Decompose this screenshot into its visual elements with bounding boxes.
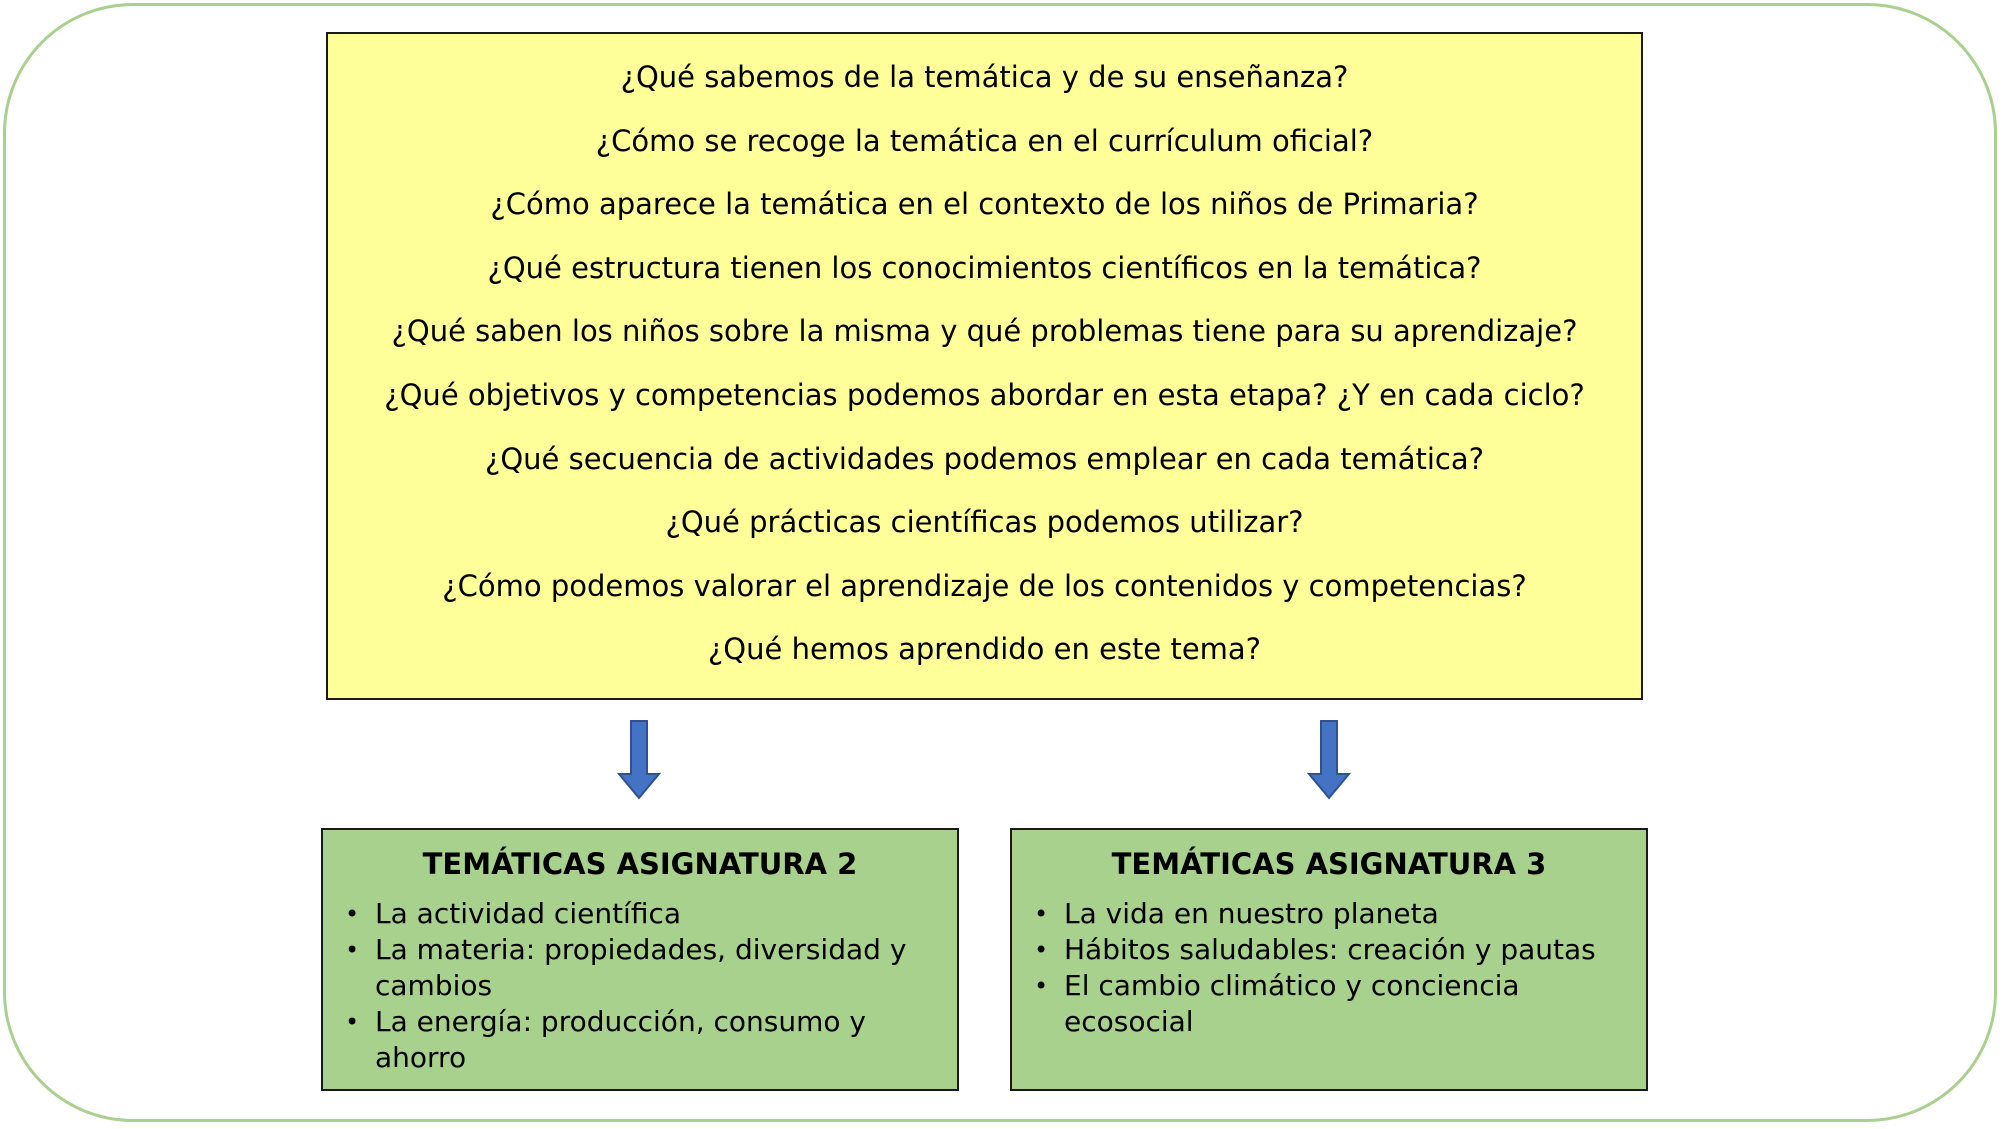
subject-box-2	[321, 828, 959, 1091]
question-2: ¿Cómo se recoge la temática en el currículum oficial?	[595, 123, 1374, 158]
question-7: ¿Qué secuencia de actividades podemos emplear en cada temática?	[484, 441, 1485, 476]
arrow-down-icon	[617, 720, 661, 800]
list-item: • La materia: propiedades, diversidad y cambios	[345, 932, 935, 1004]
subject-title: TEMÁTICAS ASIGNATURA 2	[422, 847, 858, 881]
question-9: ¿Cómo podemos valorar el aprendizaje de los contenidos y competencias?	[442, 568, 1527, 603]
list-item: • El cambio climático y conciencia ecosocial	[1034, 968, 1624, 1040]
subject-box-3	[1010, 828, 1648, 1091]
subject-title: TEMÁTICAS ASIGNATURA 3	[1111, 847, 1547, 881]
question-3: ¿Cómo aparece la temática en el contexto de los niños de Primaria?	[490, 187, 1479, 222]
list-item: • La vida en nuestro planeta	[1034, 896, 1624, 932]
list-item: • La actividad científica	[345, 896, 935, 932]
question-10: ¿Qué hemos aprendido en este tema?	[707, 632, 1262, 667]
arrow-down-icon	[1307, 720, 1351, 800]
list-item: • Hábitos saludables: creación y pautas	[1034, 932, 1624, 968]
question-6: ¿Qué objetivos y competencias podemos abordar en esta etapa? ¿Y en cada ciclo?	[384, 377, 1585, 412]
questions-box	[326, 32, 1643, 700]
topic-list	[1034, 896, 1624, 1040]
list-item: • La energía: producción, consumo y ahorro	[345, 1004, 935, 1076]
question-1: ¿Qué sabemos de la temática y de su enseñanza?	[620, 60, 1349, 94]
topic-list	[345, 896, 935, 1076]
question-5: ¿Qué saben los niños sobre la misma y qué problemas tiene para su aprendizaje?	[391, 314, 1578, 349]
question-4: ¿Qué estructura tienen los conocimientos científicos en la temática?	[487, 250, 1482, 285]
question-8: ¿Qué prácticas científicas podemos utilizar?	[665, 505, 1304, 540]
